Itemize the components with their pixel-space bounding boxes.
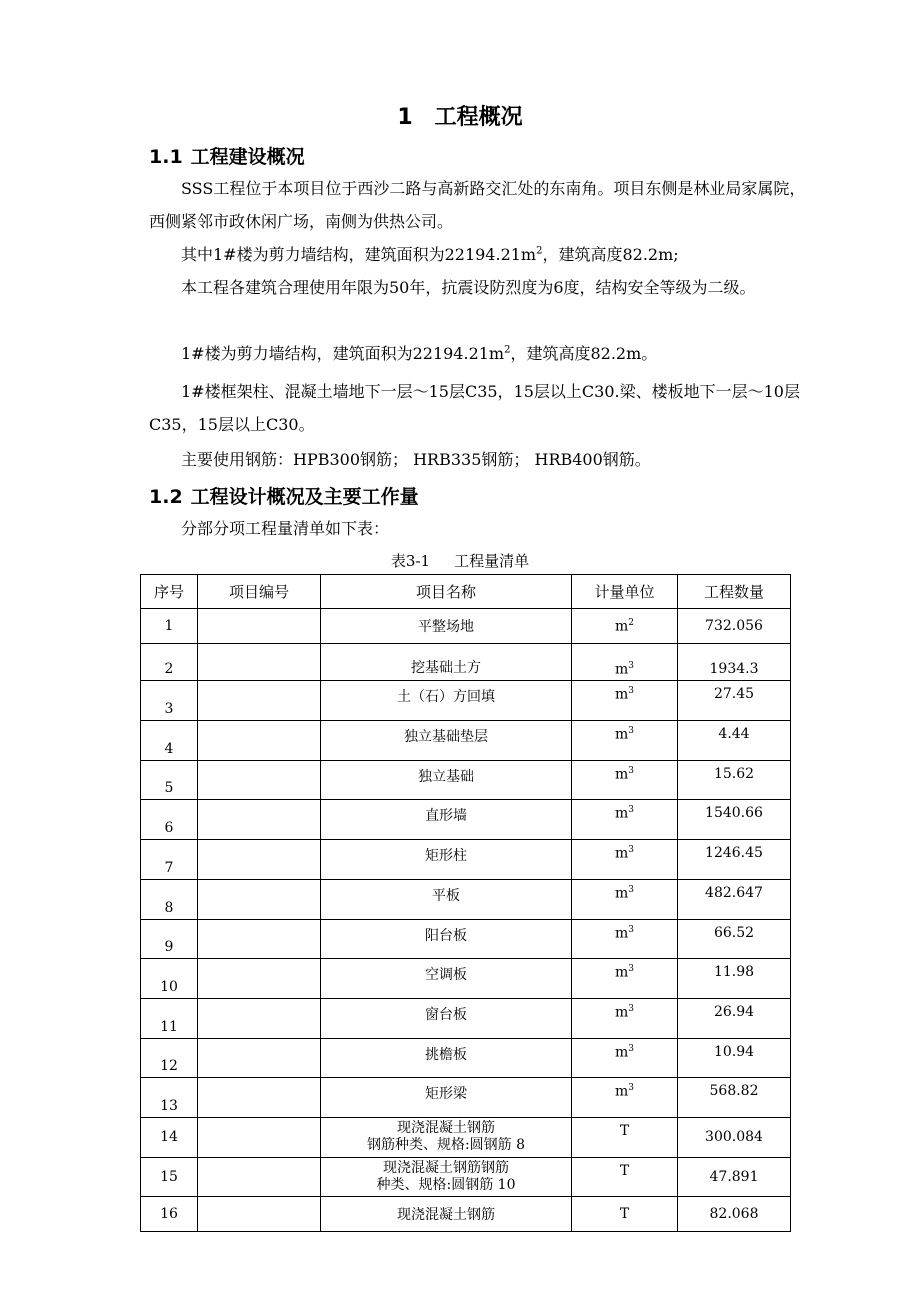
cell-unit xyxy=(572,919,678,959)
cell-code xyxy=(198,800,321,840)
cell-name: 挑檐板 xyxy=(321,1038,572,1078)
cell-qty: 10.94 xyxy=(678,1038,791,1078)
cell-qty: 568.82 xyxy=(678,1078,791,1118)
unit-sup: 3 xyxy=(628,805,634,816)
cell-unit xyxy=(572,800,678,840)
table-caption-number: 表3-1 xyxy=(390,552,431,570)
cell-unit xyxy=(572,1038,678,1078)
cell-name: 空调板 xyxy=(321,959,572,999)
cell-code xyxy=(198,643,321,681)
cell-code xyxy=(198,1117,321,1157)
unit-base: m xyxy=(614,726,629,743)
table-row xyxy=(141,1157,791,1197)
cell-code xyxy=(198,1197,321,1232)
table-row xyxy=(141,760,791,800)
section-title: 工程建设概况 xyxy=(190,146,305,168)
header-unit: 计量单位 xyxy=(572,575,678,609)
cell-unit: T xyxy=(572,1117,678,1157)
cell-no: 1 xyxy=(141,609,198,644)
cell-no: 6 xyxy=(141,800,198,840)
cell-unit xyxy=(572,609,678,644)
text: 1#楼为剪力墙结构，建筑面积为22194.21m xyxy=(181,344,505,363)
cell-name xyxy=(321,1157,572,1197)
paragraph-building-1-area xyxy=(149,238,809,271)
cell-unit xyxy=(572,959,678,999)
table-row xyxy=(141,609,791,644)
cell-qty: 47.891 xyxy=(678,1157,791,1197)
text: 其中1#楼为剪力墙结构，建筑面积为22194.21m xyxy=(181,245,537,264)
cell-no: 14 xyxy=(141,1117,198,1157)
unit-sup: 2 xyxy=(628,617,634,628)
unit-sup: 3 xyxy=(628,1083,634,1094)
table-row xyxy=(141,1038,791,1078)
cell-no: 3 xyxy=(141,681,198,721)
cell-no: 10 xyxy=(141,959,198,999)
section-number: 1.2 xyxy=(149,486,183,508)
cell-unit: T xyxy=(572,1197,678,1232)
unit-sup: 3 xyxy=(628,884,634,895)
chapter-number: 1 xyxy=(397,105,413,130)
cell-qty: 11.98 xyxy=(678,959,791,999)
unit-base: m xyxy=(614,1004,629,1021)
unit-base: m xyxy=(614,1044,629,1061)
cell-qty: 15.62 xyxy=(678,760,791,800)
unit-sup: 3 xyxy=(628,1043,634,1054)
name-line-1: 现浇混凝土钢筋 xyxy=(397,1119,495,1136)
cell-unit xyxy=(572,998,678,1038)
cell-name: 现浇混凝土钢筋 xyxy=(321,1197,572,1232)
cell-name: 直形墙 xyxy=(321,800,572,840)
header-qty: 工程数量 xyxy=(678,575,791,609)
table-row xyxy=(141,681,791,721)
cell-qty: 1934.3 xyxy=(678,643,791,681)
cell-qty: 1540.66 xyxy=(678,800,791,840)
paragraph-rebar-types: 主要使用钢筋：HPB300钢筋； HRB335钢筋； HRB400钢筋。 xyxy=(181,450,651,469)
cell-qty: 482.647 xyxy=(678,879,791,919)
table-row xyxy=(141,879,791,919)
table-caption-title: 工程量清单 xyxy=(454,552,530,570)
cell-no: 11 xyxy=(141,998,198,1038)
unit-base: m xyxy=(614,661,629,678)
cell-qty: 26.94 xyxy=(678,998,791,1038)
cell-qty: 82.068 xyxy=(678,1197,791,1232)
table-row xyxy=(141,1117,791,1157)
unit-base: m xyxy=(614,806,629,823)
chapter-title: 工程概况 xyxy=(434,105,523,130)
cell-name: 窗台板 xyxy=(321,998,572,1038)
unit-base: m xyxy=(614,885,629,902)
table-row xyxy=(141,998,791,1038)
cell-no: 8 xyxy=(141,879,198,919)
unit-base: m xyxy=(614,925,629,942)
header-no: 序号 xyxy=(141,575,198,609)
cell-name: 独立基础 xyxy=(321,760,572,800)
cell-code xyxy=(198,919,321,959)
table-row xyxy=(141,840,791,880)
unit-base: m xyxy=(614,1083,629,1100)
paragraph-project-location: SSS工程位于本项目位于西沙二路与高新路交汇处的东南角。项目东侧是林业局家属院，西侧紧邻市政休闲广场，南侧为供热公司。 xyxy=(149,179,806,231)
cell-code xyxy=(198,681,321,721)
cell-name: 平板 xyxy=(321,879,572,919)
cell-unit xyxy=(572,643,678,681)
table-row xyxy=(141,919,791,959)
cell-name: 平整场地 xyxy=(321,609,572,644)
unit-sup: 3 xyxy=(628,845,634,856)
cell-no: 5 xyxy=(141,760,198,800)
unit-sup: 3 xyxy=(628,964,634,975)
cell-code xyxy=(198,721,321,761)
cell-qty: 4.44 xyxy=(678,721,791,761)
unit-base: m xyxy=(614,766,629,783)
header-code: 项目编号 xyxy=(198,575,321,609)
cell-qty: 732.056 xyxy=(678,609,791,644)
cell-unit xyxy=(572,1078,678,1118)
superscript: 2 xyxy=(536,245,543,257)
cell-unit xyxy=(572,721,678,761)
cell-unit xyxy=(572,879,678,919)
cell-no: 9 xyxy=(141,919,198,959)
unit-base: m xyxy=(614,964,629,981)
table-caption xyxy=(0,550,920,571)
section-heading-1-1 xyxy=(149,142,305,169)
cell-code xyxy=(198,1157,321,1197)
unit-sup: 3 xyxy=(628,924,634,935)
superscript: 2 xyxy=(504,344,511,356)
unit-sup: 3 xyxy=(628,765,634,776)
cell-qty: 1246.45 xyxy=(678,840,791,880)
unit-base: m xyxy=(614,845,629,862)
cell-no: 2 xyxy=(141,643,198,681)
cell-unit: T xyxy=(572,1157,678,1197)
cell-unit xyxy=(572,760,678,800)
cell-code xyxy=(198,1078,321,1118)
cell-unit xyxy=(572,840,678,880)
cell-no: 16 xyxy=(141,1197,198,1232)
cell-code xyxy=(198,760,321,800)
cell-no: 15 xyxy=(141,1157,198,1197)
name-line-1: 现浇混凝土钢筋钢筋 xyxy=(383,1159,509,1176)
header-name: 项目名称 xyxy=(321,575,572,609)
unit-base: m xyxy=(614,687,629,704)
cell-no: 4 xyxy=(141,721,198,761)
paragraph-design-life: 本工程各建筑合理使用年限为50年，抗震设防烈度为6度，结构安全等级为二级。 xyxy=(181,278,756,297)
table-row xyxy=(141,1078,791,1118)
cell-no: 13 xyxy=(141,1078,198,1118)
text: ，建筑高度82.2m。 xyxy=(510,344,658,363)
cell-code xyxy=(198,879,321,919)
cell-qty: 27.45 xyxy=(678,681,791,721)
unit-sup: 3 xyxy=(628,726,634,737)
cell-name: 土（石）方回填 xyxy=(321,681,572,721)
cell-qty: 66.52 xyxy=(678,919,791,959)
cell-name: 独立基础垫层 xyxy=(321,721,572,761)
table-header-row xyxy=(141,575,791,609)
cell-qty: 300.084 xyxy=(678,1117,791,1157)
table-row xyxy=(141,721,791,761)
cell-name: 矩形柱 xyxy=(321,840,572,880)
cell-no: 12 xyxy=(141,1038,198,1078)
table-row xyxy=(141,959,791,999)
paragraph-table-intro: 分部分项工程量清单如下表： xyxy=(181,519,390,538)
paragraph-concrete-grades: 1#楼框架柱、混凝土墙地下一层～15层C35，15层以上C30.梁、楼板地下一层～10层C35，15层以上C30。 xyxy=(149,382,800,434)
cell-name: 挖基础土方 xyxy=(321,643,572,681)
cell-name xyxy=(321,1117,572,1157)
unit-sup: 3 xyxy=(628,660,634,671)
table-row xyxy=(141,1197,791,1232)
quantity-table xyxy=(140,574,791,1232)
table-row xyxy=(141,800,791,840)
cell-code xyxy=(198,609,321,644)
unit-base: m xyxy=(614,618,629,635)
cell-code xyxy=(198,959,321,999)
unit-sup: 3 xyxy=(628,1003,634,1014)
name-line-2: 种类、规格:圆钢筋 10 xyxy=(376,1176,516,1193)
cell-name: 矩形梁 xyxy=(321,1078,572,1118)
section-title: 工程设计概况及主要工作量 xyxy=(190,486,419,508)
cell-name: 阳台板 xyxy=(321,919,572,959)
table-row xyxy=(141,643,791,681)
cell-no: 7 xyxy=(141,840,198,880)
section-number: 1.1 xyxy=(149,146,183,168)
name-line-2: 钢筋种类、规格:圆钢筋 8 xyxy=(366,1136,526,1153)
cell-code xyxy=(198,1038,321,1078)
cell-code xyxy=(198,998,321,1038)
unit-sup: 3 xyxy=(628,686,634,697)
section-heading-1-2 xyxy=(149,482,419,509)
cell-unit xyxy=(572,681,678,721)
paragraph-building-1-structure xyxy=(149,337,809,370)
cell-code xyxy=(198,840,321,880)
chapter-heading xyxy=(0,100,920,131)
text: ，建筑高度82.2m; xyxy=(542,245,679,264)
